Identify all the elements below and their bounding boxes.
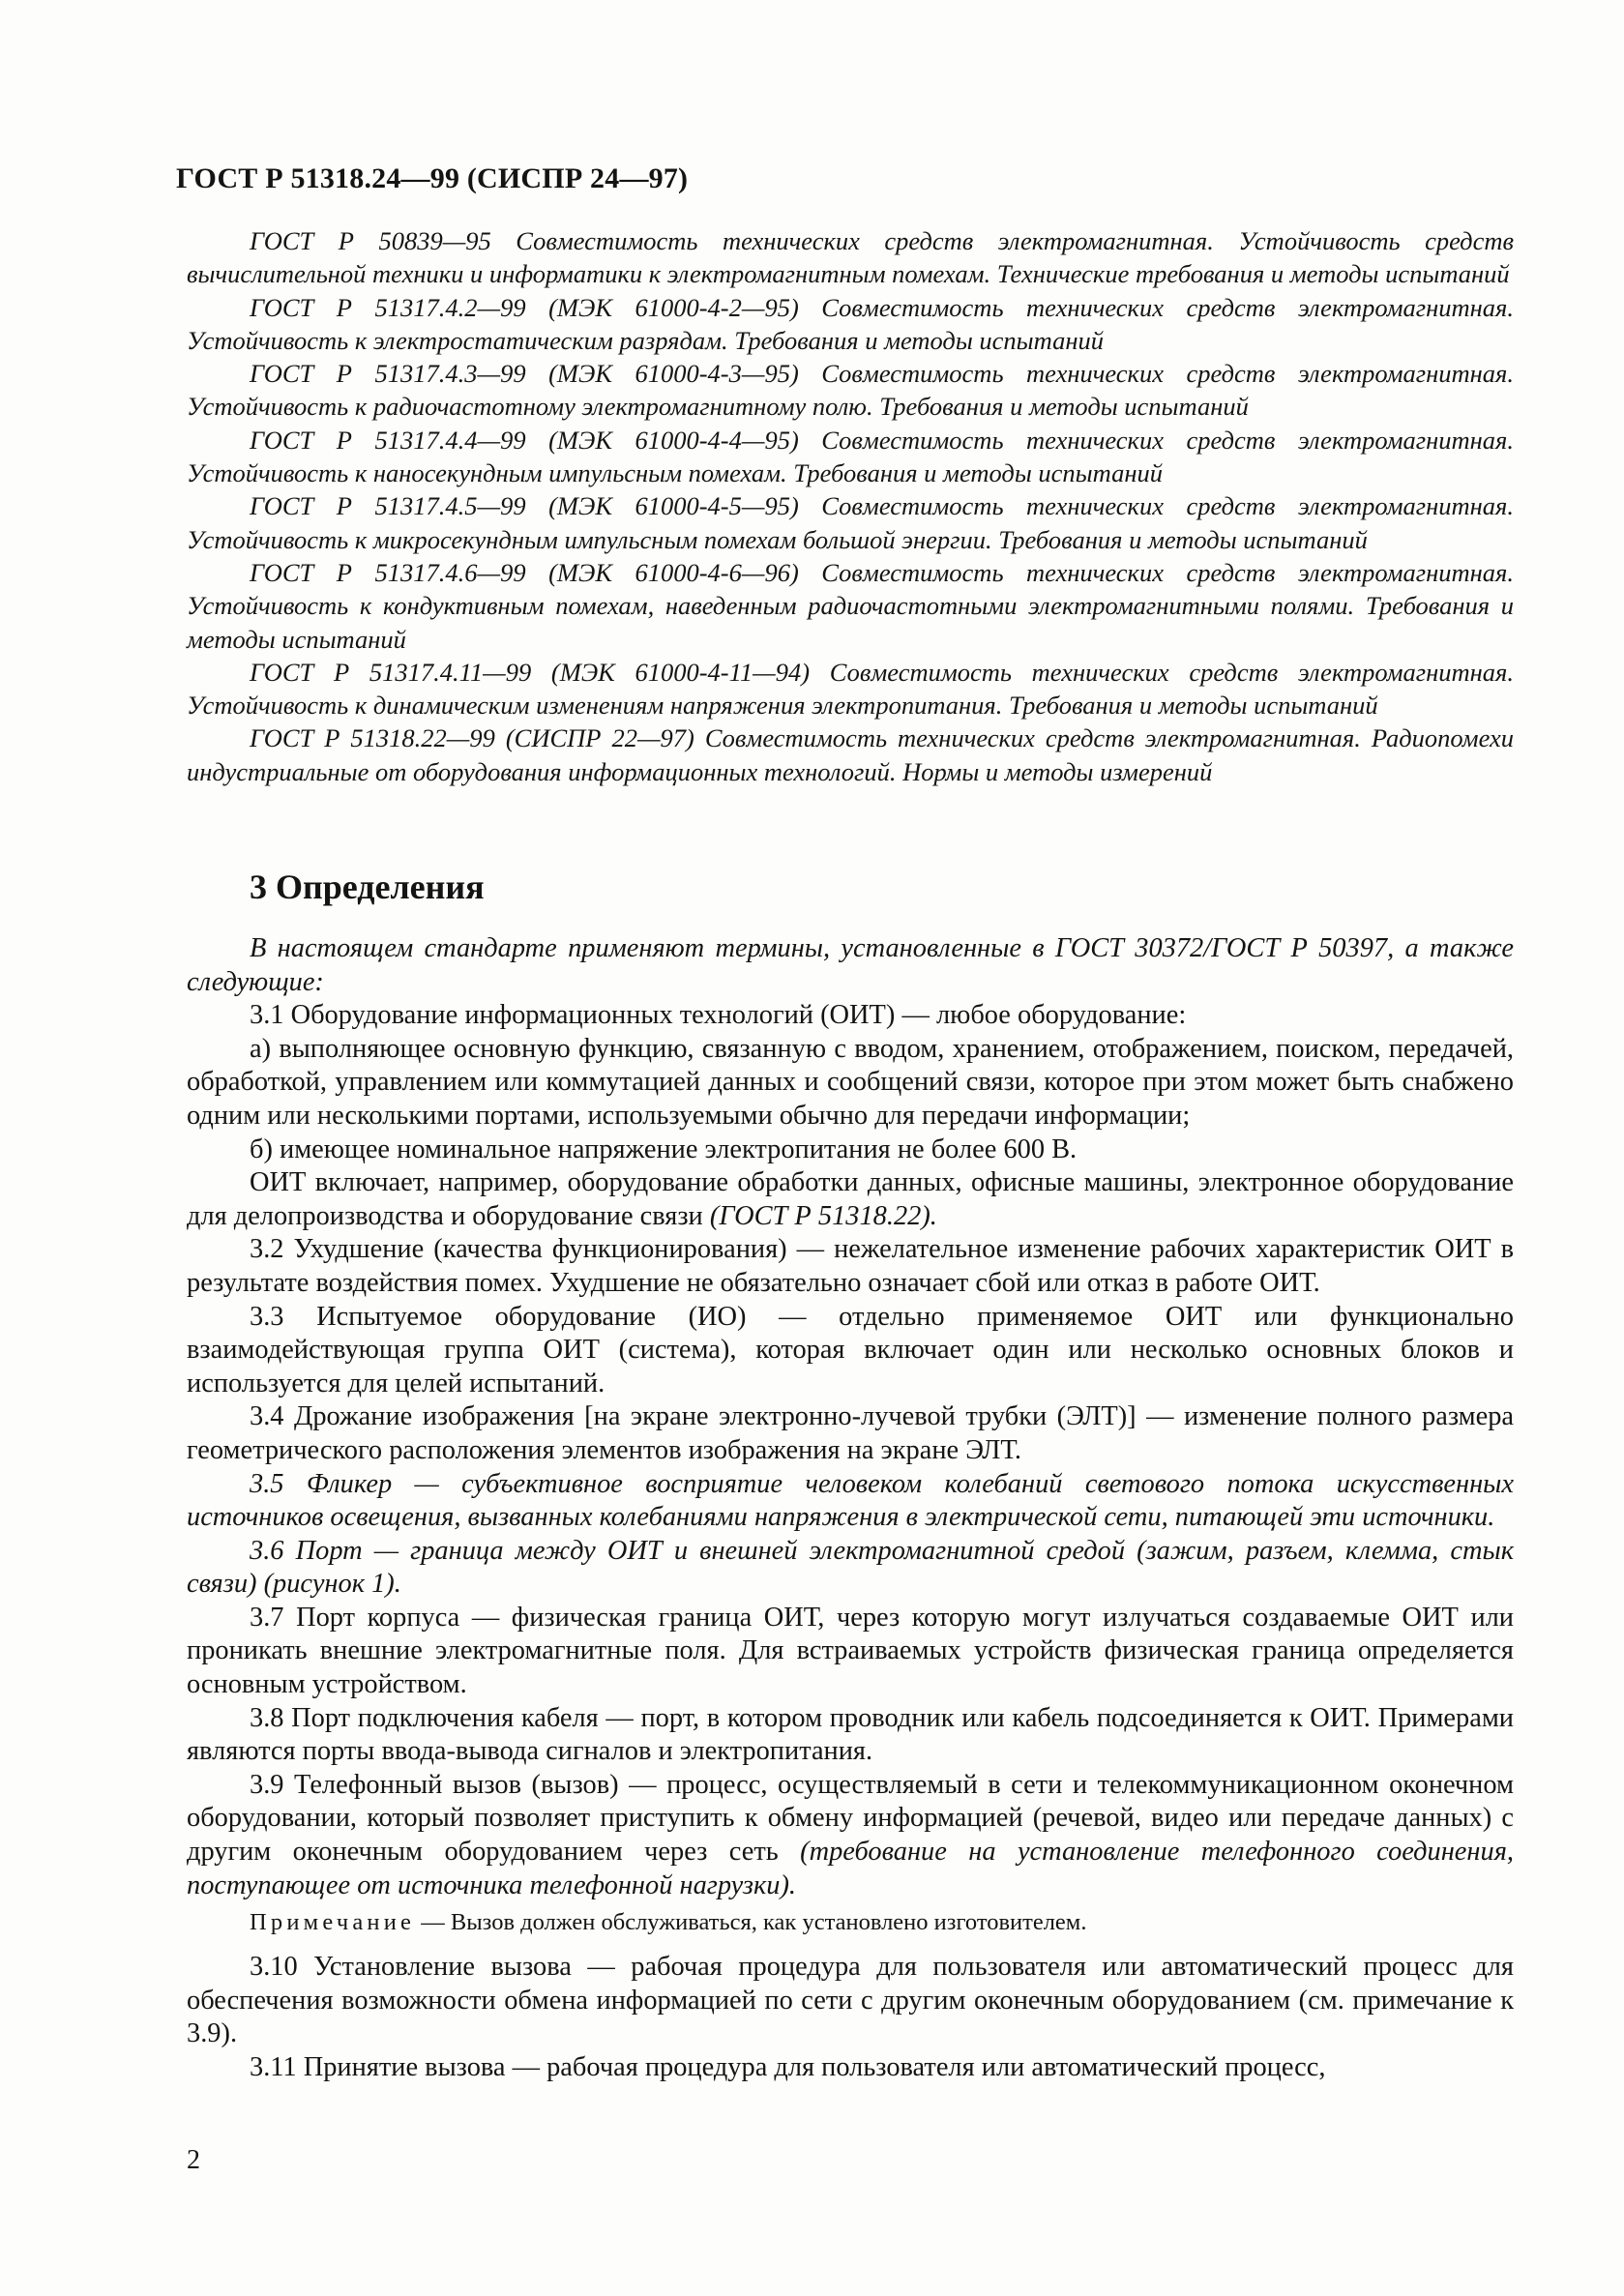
reference-item: ГОСТ Р 51317.4.4—99 (МЭК 61000-4-4—95) Совместимость технических средств электромагнитная. Устойчивость к наносекундным импульсным помехам. Требования и методы испытаний [187,425,1514,488]
reference-item: ГОСТ Р 51317.4.2—99 (МЭК 61000-4-2—95) Совместимость технических средств электромагнитная. Устойчивость к электростатическим разрядам. Требования и методы испытаний [187,292,1514,355]
definition-3-10: 3.10 Установление вызова — рабочая процедура для пользователя или автоматический процесс для обеспечения возможности обмена информацией по сети с другим оконечным оборудованием (см. примечание к 3.9). [187,1952,1514,2049]
note [187,1906,1514,1939]
definition-3-2: 3.2 Ухудшение (качества функционирования) — нежелательное изменение рабочих характеристик ОИТ в результате воздействия помех. Ухудшение не обязательно означает сбой или отказ в работе ОИТ. [187,1234,1514,1298]
definition-3-1-c [187,1166,1514,1233]
reference-item: ГОСТ Р 50839—95 Совместимость технических средств электромагнитная. Устойчивость средств вычислительной техники и информатики к электромагнитным помехам. Технические требования и методы испытаний [187,226,1514,289]
reference-item: ГОСТ Р 51318.22—99 (СИСПР 22—97) Совместимость технических средств электромагнитная. Радиопомехи индустриальные от оборудования информационных технологий. Нормы и методы измерений [187,723,1514,786]
normative-references [187,224,1514,788]
definition-3-3: 3.3 Испытуемое оборудование (ИО) — отдельно применяемое ОИТ или функционально взаимодействующая группа ОИТ (система), которая включает один или несколько основных блоков и используется для целей испытаний. [187,1301,1514,1398]
reference-item: ГОСТ Р 51317.4.5—99 (МЭК 61000-4-5—95) Совместимость технических средств электромагнитная. Устойчивость к микросекундным импульсным помехам большой энергии. Требования и методы испытаний [187,491,1514,554]
definition-3-9-reference: (требование на установление телефонного соединения, поступающее от источника телефонной нагрузки). [187,1837,1514,1900]
definition-3-8: 3.8 Порт подключения кабеля — порт, в котором проводник или кабель подсоединяется к ОИТ. Примерами являются порты ввода-вывода сигналов и электропитания. [187,1702,1514,1767]
definitions [187,932,1514,2085]
definition-3-7: 3.7 Порт корпуса — физическая граница ОИТ, через которую могут излучаться создаваемые ОИТ или проникать внешние электромагнитные поля. Для встраиваемых устройств физическая граница определяется основным устройством. [187,1602,1514,1700]
definition-3-5: 3.5 Фликер — субъективное восприятие человеком колебаний светового потока искусственных источников освещения, вызванных колебаниями напряжения в электрической сети, питающей эти источники. [187,1468,1514,1533]
definition-3-1-a: а) выполняющее основную функцию, связанную с вводом, хранением, отображением, поиском, передачей, обработкой, управлением или коммутацией данных и сообщений связи, которое при этом может быть снабжено одним или несколькими портами, используемыми обычно для передачи информации; [187,1033,1514,1131]
reference-item: ГОСТ Р 51317.4.11—99 (МЭК 61000-4-11—94) Совместимость технических средств электромагнитная. Устойчивость к динамическим изменениям напряжения электропитания. Требования и методы испытаний [187,657,1514,721]
note-label: Примечание [250,1909,416,1936]
section-title: 3 Определения [250,868,485,906]
reference-item: ГОСТ Р 51317.4.6—99 (МЭК 61000-4-6—96) Совместимость технических средств электромагнитная. Устойчивость к кондуктивным помехам, наведенным радиочастотными электромагнитными полями. Требования и методы испытаний [187,557,1514,654]
page-number: 2 [187,2145,200,2175]
definition-3-9-text: 3.9 Телефонный вызов (вызов) — процесс, осуществляемый в сети и телекоммуникационном оконечном оборудовании, который позволяет приступить к обмену информацией (речевой, видео или передаче данных) с другим оконечным оборудованием через сеть [187,1769,1514,1868]
section-intro: В настоящем стандарте применяют термины, установленные в ГОСТ 30372/ГОСТ Р 50397, а также следующие: [187,933,1514,997]
definition-3-6: 3.6 Порт — граница между ОИТ и внешней электромагнитной средой (зажим, разъем, клемма, стык связи) (рисунок 1). [187,1535,1514,1600]
definition-3-1: 3.1 Оборудование информационных технологий (ОИТ) — любое оборудование: [250,1000,1187,1031]
definition-3-1-c-reference: (ГОСТ Р 51318.22). [709,1200,937,1231]
page-header: ГОСТ Р 51318.24—99 (СИСПР 24—97) [176,162,689,194]
note-text: — Вызов должен обслуживаться, как установлено изготовителем. [415,1909,1087,1936]
definition-3-1-c-text: ОИТ включает, например, оборудование обработки данных, офисные машины, электронное оборудование для делопроизводства и оборудование связи [187,1167,1514,1231]
definition-3-11: 3.11 Принятие вызова — рабочая процедура для пользователя или автоматический процесс, [250,2052,1326,2082]
reference-item: ГОСТ Р 51317.4.3—99 (МЭК 61000-4-3—95) Совместимость технических средств электромагнитная. Устойчивость к радиочастотному электромагнитному полю. Требования и методы испытаний [187,359,1514,422]
definition-3-1-b: б) имеющее номинальное напряжение электропитания не более 600 В. [250,1133,1078,1164]
definition-3-9 [187,1769,1514,1902]
definition-3-4: 3.4 Дрожание изображения [на экране электронно-лучевой трубки (ЭЛТ)] — изменение полного размера геометрического расположения элементов изображения на экране ЭЛТ. [187,1401,1514,1465]
